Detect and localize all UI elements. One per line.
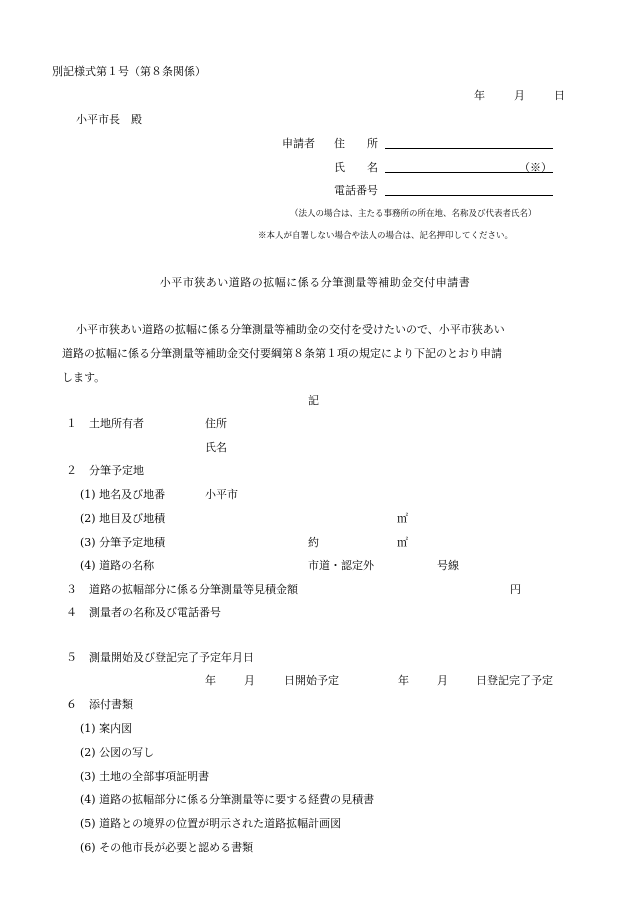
item1-address-label: 住所 xyxy=(205,417,227,430)
item1-name-label: 氏名 xyxy=(205,441,227,454)
applicant-phone-label: 電話番号 xyxy=(334,184,378,197)
item2-sub2-unit: ㎡ xyxy=(397,512,408,525)
item2-sub2-label: (2) 地目及び地積 xyxy=(80,512,166,525)
item5-end-month: 月 xyxy=(437,674,448,687)
body-line-3: します。 xyxy=(62,371,106,384)
item5-start-label: 日開始予定 xyxy=(284,674,339,687)
item6-label: 添付書類 xyxy=(89,698,133,711)
item5-start-month: 月 xyxy=(244,674,255,687)
applicant-address-field[interactable] xyxy=(385,136,553,149)
applicant-label: 申請者 xyxy=(282,137,315,150)
item2-sub4-label: (4) 道路の名称 xyxy=(80,559,155,572)
item3-label: 道路の拡幅部分に係る分筆測量等見積金額 xyxy=(89,583,298,596)
item5-label: 測量開始及び登記完了予定年月日 xyxy=(89,651,254,664)
item2-sub3-unit: ㎡ xyxy=(397,536,408,549)
item4-label: 測量者の名称及び電話番号 xyxy=(89,606,221,619)
item2-sub1-value: 小平市 xyxy=(205,488,238,501)
item3-number: ３ xyxy=(66,583,77,596)
item5-end-label: 日登記完了予定 xyxy=(476,674,553,687)
body-line-1: 小平市狭あい道路の拡幅に係る分筆測量等補助金の交付を受けたいので、小平市狭あい xyxy=(76,323,505,336)
item5-number: ５ xyxy=(66,651,77,664)
document-title: 小平市狭あい道路の拡幅に係る分筆測量等補助金交付申請書 xyxy=(159,276,471,289)
item2-sub3-approx: 約 xyxy=(308,536,319,549)
item3-unit: 円 xyxy=(510,583,521,596)
item1-label: 土地所有者 xyxy=(89,417,144,430)
seal-mark: （※） xyxy=(519,161,552,174)
applicant-address-label: 住 所 xyxy=(334,137,378,150)
item2-sub4-line-label: 号線 xyxy=(437,559,459,572)
ki-label: 記 xyxy=(308,394,319,407)
date-day-label: 日 xyxy=(554,89,565,102)
attachment-item: (4) 道路の拡幅部分に係る分筆測量等に要する経費の見積書 xyxy=(80,793,375,806)
attachment-item: (3) 土地の全部事項証明書 xyxy=(80,770,210,783)
date-year-label: 年 xyxy=(474,89,485,102)
item5-end-year: 年 xyxy=(398,674,409,687)
attachment-item: (6) その他市長が必要と認める書類 xyxy=(80,841,254,854)
date-month-label: 月 xyxy=(514,89,525,102)
item5-start-year: 年 xyxy=(205,674,216,687)
item4-number: ４ xyxy=(66,606,77,619)
seal-note: ※本人が自署しない場合や法人の場合は、記名押印してください。 xyxy=(258,231,514,241)
form-number: 別記様式第１号（第８条関係） xyxy=(52,65,206,78)
addressee: 小平市長 殿 xyxy=(76,113,142,126)
item1-number: １ xyxy=(66,417,77,430)
attachment-item: (1) 案内図 xyxy=(80,722,133,735)
item2-sub3-label: (3) 分筆予定地積 xyxy=(80,536,166,549)
attachment-item: (2) 公図の写し xyxy=(80,746,155,759)
item2-number: ２ xyxy=(66,464,77,477)
applicant-name-label: 氏 名 xyxy=(334,161,378,174)
applicant-phone-field[interactable] xyxy=(385,183,553,196)
item6-number: ６ xyxy=(66,698,77,711)
item2-sub4-road-type: 市道・認定外 xyxy=(308,559,374,572)
item2-sub1-label: (1) 地名及び地番 xyxy=(80,488,166,501)
item2-label: 分筆予定地 xyxy=(89,464,144,477)
body-line-2: 道路の拡幅に係る分筆測量等補助金交付要綱第８条第１項の規定により下記のとおり申請 xyxy=(62,347,502,360)
attachment-item: (5) 道路との境界の位置が明示された道路拡幅計画図 xyxy=(80,817,342,830)
corporate-note: （法人の場合は、主たる事務所の所在地、名称及び代表者氏名） xyxy=(290,209,537,219)
